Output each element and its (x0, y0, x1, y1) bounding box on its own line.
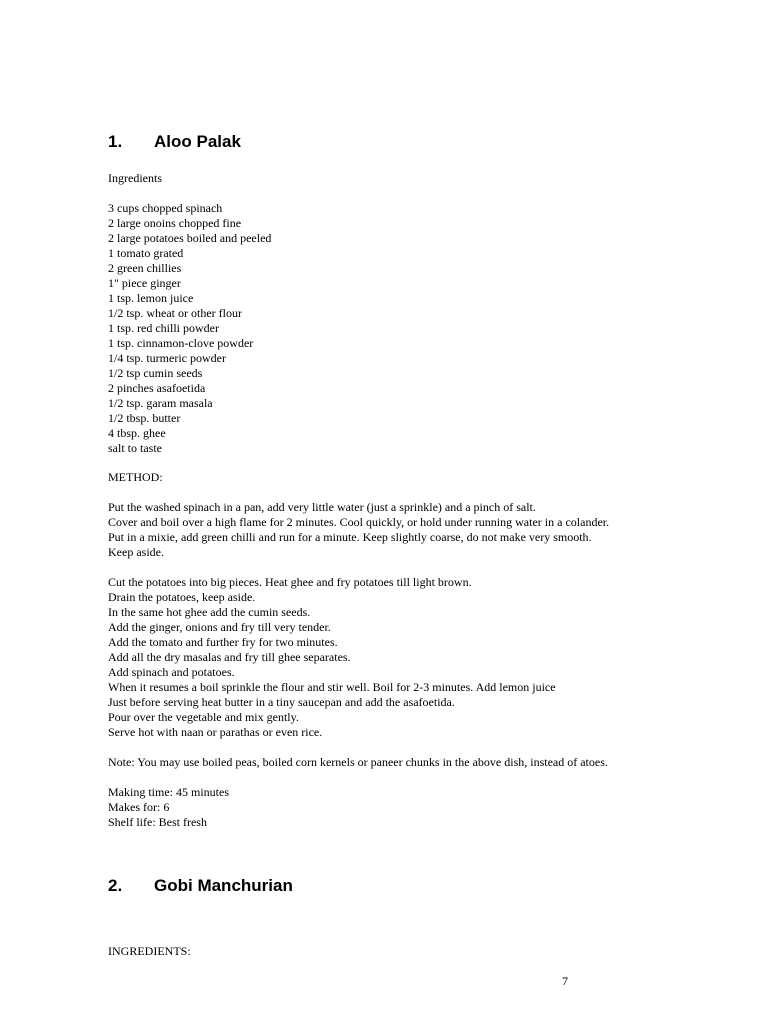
method-line: Add spinach and potatoes. (108, 665, 235, 679)
ingredient-item: 1/4 tsp. turmeric powder (108, 351, 226, 365)
ingredient-item: 1 tsp. red chilli powder (108, 321, 219, 335)
method-line: Pour over the vegetable and mix gently. (108, 710, 299, 724)
method-line: Add the tomato and further fry for two minutes. (108, 635, 338, 649)
ingredient-item: salt to taste (108, 441, 162, 455)
ingredient-item: 2 large onoins chopped fine (108, 216, 242, 230)
method-paragraph-2 (108, 575, 556, 740)
method-line: Cut the potatoes into big pieces. Heat ghee and fry potatoes till light brown. (108, 575, 472, 589)
recipe-2-number: 2. (108, 876, 123, 895)
method-line: Put in a mixie, add green chilli and run for a minute. Keep slightly coarse, do not make very smooth. (108, 530, 592, 544)
ingredient-item: 1 tsp. cinnamon-clove powder (108, 336, 254, 350)
shelf-life: Shelf life: Best fresh (108, 815, 207, 829)
recipe-1-number: 1. (108, 132, 123, 151)
method-line: Add the ginger, onions and fry till very tender. (108, 620, 331, 634)
ingredient-item: 1/2 tsp. garam masala (108, 396, 213, 410)
method-line: Add all the dry masalas and fry till ghee separates. (108, 650, 351, 664)
ingredient-item: 1" piece ginger (108, 276, 181, 290)
ingredient-item: 1/2 tsp. wheat or other flour (108, 306, 242, 320)
method-line: Just before serving heat butter in a tiny saucepan and add the asafoetida. (108, 695, 455, 709)
method-line: Cover and boil over a high flame for 2 minutes. Cool quickly, or hold under running water in a colander. (108, 515, 610, 529)
method-paragraph-1 (108, 500, 609, 560)
recipe-details (108, 785, 229, 830)
ingredient-item: 1 tomato grated (108, 246, 184, 260)
method-line: Keep aside. (108, 545, 164, 559)
ingredient-item: 1/2 tsp cumin seeds (108, 366, 203, 380)
method-label: METHOD: (108, 470, 163, 484)
ingredient-item: 2 pinches asafoetida (108, 381, 206, 395)
ingredients-list (108, 201, 271, 456)
recipe-2-title: Gobi Manchurian (154, 876, 293, 895)
ingredients-label: Ingredients (108, 171, 162, 185)
recipe-2-heading (108, 876, 293, 896)
page-number: 7 (562, 974, 568, 988)
method-line: Drain the potatoes, keep aside. (108, 590, 256, 604)
ingredient-item: 1/2 tbsp. butter (108, 411, 181, 425)
ingredient-item: 1 tsp. lemon juice (108, 291, 194, 305)
ingredient-item: 2 green chillies (108, 261, 182, 275)
method-line: Serve hot with naan or parathas or even rice. (108, 725, 323, 739)
method-line: When it resumes a boil sprinkle the flour and stir well. Boil for 2-3 minutes. Add lemon juice (108, 680, 556, 694)
ingredient-item: 4 tbsp. ghee (108, 426, 166, 440)
making-time: Making time: 45 minutes (108, 785, 229, 799)
recipe-2-ingredients-label: INGREDIENTS: (108, 944, 191, 958)
method-line: In the same hot ghee add the cumin seeds. (108, 605, 311, 619)
makes-for: Makes for: 6 (108, 800, 170, 814)
ingredient-item: 3 cups chopped spinach (108, 201, 223, 215)
method-line: Put the washed spinach in a pan, add very little water (just a sprinkle) and a pinch of salt. (108, 500, 536, 514)
recipe-1-heading (108, 132, 241, 152)
recipe-1-title: Aloo Palak (154, 132, 241, 151)
ingredient-item: 2 large potatoes boiled and peeled (108, 231, 272, 245)
recipe-note: Note: You may use boiled peas, boiled corn kernels or paneer chunks in the above dish, instead of atoes. (108, 755, 608, 769)
